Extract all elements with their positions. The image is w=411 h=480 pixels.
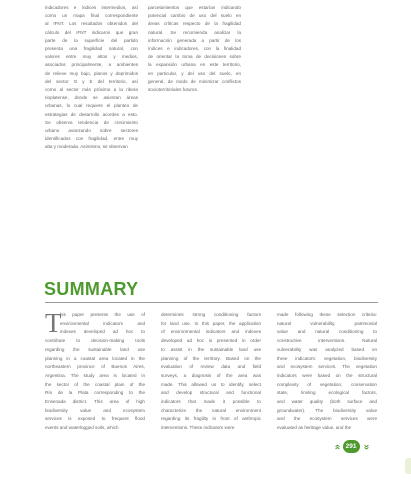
text-line: urbano avanzando sobre sectores [45,128,138,134]
page-number-badge: 291 [343,440,360,453]
summary-column-2 [161,311,261,433]
text-line: planning of the territory. Based on the [161,355,261,361]
text-line: estrategias de desarrollo acordes a esto. [45,111,138,117]
text-line: state, limiting ecological factors, [277,390,377,396]
section-divider [45,302,378,303]
text-line: of environmental indicators and indexes [161,329,261,335]
text-line: groundwater). The biodiversity value [277,407,377,413]
text-line: complexity of vegetation, conservation [277,381,377,387]
top-column-1 [45,4,138,152]
top-column-2 [148,4,241,94]
text-line: natural. Se recomienda analizar la [148,29,241,35]
text-line: parte de la superficie del partido [45,37,138,43]
text-line: constructive interventions. Natural [277,338,377,344]
text-line: regarding its fragility in front of anthropic [161,416,261,422]
text-line: información generada a partir de los [148,37,241,43]
text-line: cálculo del IFNT indicaron que gran [45,29,138,35]
text-line: contribute to decision-making tools [45,338,145,344]
text-line: del sector O y E del territorio, así [45,78,138,84]
text-line: índices e indicadores, con la finalidad [148,46,241,52]
text-line: Argentina. The study area is located in [45,372,145,378]
text-line: to assist in the sustainable land use [161,346,261,352]
text-line: Se observa tendencia de crecimiento [45,119,138,125]
text-line: en particular, y del uso del suelo, en [148,70,241,76]
text-line: vulnerability was analyzed based on [277,346,377,352]
text-line: parcelamientos que estarían indicando [148,5,241,10]
text-line: general, de modo de minimizar conflictos [148,78,241,84]
text-line: presenta una fragilidad natural, con [45,46,138,52]
text-line: la expansión urbana en este territorio, [148,62,241,68]
text-line: Ensenada district. This area of high [45,399,145,405]
text-line: surveys, a diagnosis of the area was [161,372,261,378]
text-line: áreas críticas respecto de la fragilidad [148,21,241,27]
text-line: potencial cambio de uso del suelo en [148,13,241,19]
text-line: indexes developed ad hoc to [60,329,145,335]
text-line: natural vulnerability, patrimonial [277,320,377,326]
text-line: events and waterlogged soils, which [45,425,119,431]
text-line: alta y moderada. Asimismo, se observan [45,144,128,150]
text-line: de orientar la toma de decisiones sobre [148,54,241,60]
summary-column-1 [45,308,145,433]
text-line: three indicators: vegetation, biodiversity [277,355,377,361]
text-line: al IFNT. Los resultados obtenidos del [45,21,138,27]
text-line: and develop structural and functional [161,390,261,396]
text-line: valores entre muy altos y medios, [45,54,138,60]
text-line: and water quality (both surface and [277,399,377,405]
text-line: determines strong conditioning factors [161,312,261,317]
text-line: como al sector más próximo a la ribera [45,87,138,93]
text-line: his paper presents the use of [60,312,145,317]
text-line: and the ecosystem services were [277,416,377,422]
text-line: made. This allowed us to identify, select [161,381,261,387]
text-line: characterize the natural environment [161,407,261,413]
text-line: northeastern province of Buenos Aires, [45,364,145,370]
section-title-summary: SUMMARY [44,279,139,299]
text-line: socioterritoriales futuros. [148,87,199,93]
text-line: value and natural conditioning to [277,329,377,335]
text-line: de relieve muy bajo, planos y deprimidos [45,70,138,76]
text-line: interventions. These indicators were [161,425,235,431]
text-line: evaluated as heritage value, and the [277,425,352,431]
text-line: indicators that made it possible to [161,399,261,405]
page-edge-tab [405,458,411,474]
text-line: rioplatense, donde se asientan áreas [45,95,138,101]
text-line: asociados principalmente, a ambientes [45,62,138,68]
text-line: and ecosystem services. The vegetation [277,364,377,370]
drop-cap: T [45,308,62,338]
text-line: indicators were based on the structural [277,372,377,378]
text-line: Río de la Plata corresponding to the [45,390,145,396]
text-line: evaluation of review data and field [161,364,261,370]
text-line: made following these selection criteria: [277,312,377,317]
double-chevron-down-icon[interactable]: » [360,443,372,450]
text-line: developed ad hoc is presented in order [161,338,261,344]
text-line: indicadores e índices intermedios, así [45,5,138,10]
text-line: environmental indicators and [60,320,145,326]
text-line: the sector of the coastal plain of the [45,381,145,387]
text-line: for land use. In this paper, the application [161,320,261,326]
text-line: biodiversity value and ecosystem [45,407,145,413]
summary-column-3 [277,311,377,433]
text-line: urbanas, lo cual requiere el planteo de [45,103,138,109]
text-line: planning in a coastal area located in the [45,355,145,361]
double-chevron-up-icon[interactable]: « [331,443,343,450]
text-line: regarding the sustainable land use [45,346,145,352]
text-line: como un mapa final correspondiente [45,13,138,19]
page-navigation [331,439,372,454]
text-line: identificados con fragilidad, entre muy [45,136,138,142]
text-line: services is exposed to frequent flood [45,416,145,422]
